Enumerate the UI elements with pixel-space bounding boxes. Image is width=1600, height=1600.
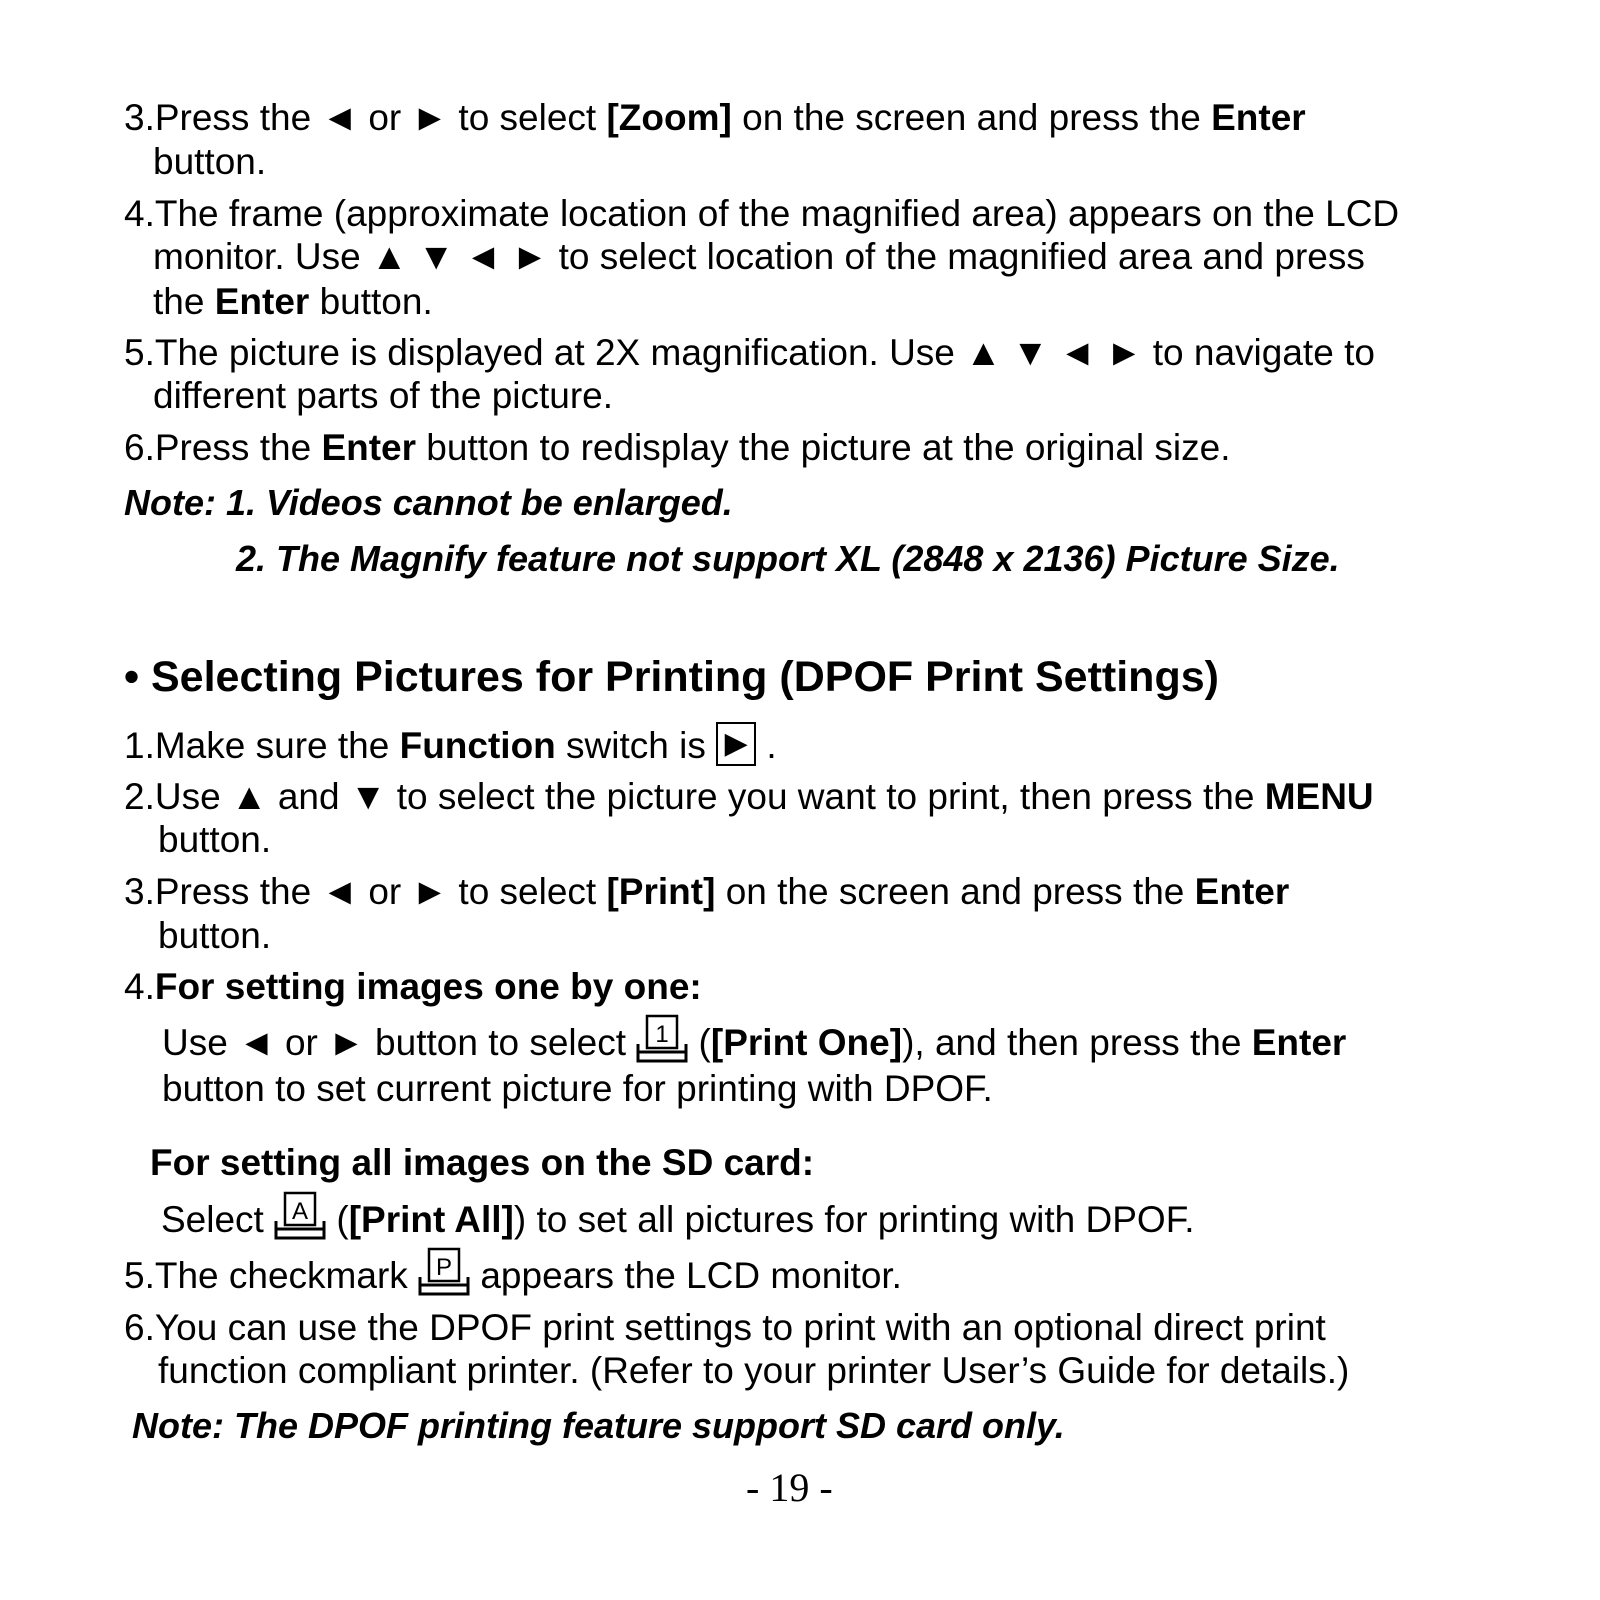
zoom-step-3-cont: button. (153, 141, 267, 182)
step-text: . (756, 725, 777, 766)
zoom-step-4 (124, 192, 1399, 236)
note-dpof-sd-only: Note: The DPOF printing feature support SD card only. (132, 1405, 1065, 1446)
note-magnify-xl: 2. The Magnify feature not support XL (2848 x 2136) Picture Size. (236, 538, 1340, 579)
print-one-label: [Print One] (710, 1021, 903, 1063)
print-step-4 (124, 965, 702, 1009)
note-videos: Note: 1. Videos cannot be enlarged. (124, 482, 733, 523)
step-number: 1. (124, 725, 155, 766)
enter-button-label: Enter (1194, 871, 1290, 912)
step-text: Press the ◄ or ► to select (154, 97, 607, 138)
step-text: Press the ◄ or ► to select (154, 871, 607, 912)
zoom-option-label: [Zoom] (606, 97, 732, 138)
step-number: 3. (124, 97, 155, 138)
step-text: button to redisplay the picture at the original size. (416, 427, 1231, 468)
zoom-step-3 (124, 96, 1306, 140)
step-number: 3. (124, 871, 155, 912)
enter-button-label: Enter (1211, 97, 1306, 138)
step-text: Make sure the (154, 725, 400, 766)
step-number: 5. (124, 1254, 155, 1296)
print-step-6 (124, 1306, 1326, 1350)
step-text: Use ◄ or ► button to select (162, 1021, 637, 1063)
play-icon: ▶ (716, 722, 756, 766)
step-text: Select (161, 1198, 275, 1240)
step-text: The checkmark (154, 1254, 419, 1296)
print-checkmark-icon-label: P (436, 1254, 453, 1281)
step-text: Use ▲ and ▼ to select the picture you want to print, then press the (154, 776, 1265, 817)
step-text: The frame (approximate location of the magnified area) appears on the LCD (154, 193, 1400, 234)
zoom-step-4-line2: monitor. Use ▲ ▼ ◄ ► to select location of the magnified area and press (153, 236, 1365, 277)
step-number: 4. (124, 193, 155, 234)
step-number: 6. (124, 1307, 155, 1348)
print-step-3 (124, 870, 1289, 914)
print-step-2 (124, 775, 1374, 819)
step-text: ( (688, 1021, 711, 1063)
step-text: the (153, 281, 215, 322)
function-switch-label: Function (399, 725, 556, 766)
step-text: on the screen and press the (731, 97, 1212, 138)
print-one-icon-label: 1 (655, 1021, 669, 1048)
menu-button-label: MENU (1264, 776, 1374, 817)
enter-button-label: Enter (321, 427, 417, 468)
step-text: button. (309, 281, 433, 322)
step-text: You can use the DPOF print settings to print with an optional direct print (154, 1307, 1326, 1348)
print-all-label: [Print All] (348, 1198, 514, 1240)
section-heading: • Selecting Pictures for Printing (DPOF Print Settings) (124, 653, 1219, 701)
print-one-line2: button to set current picture for printing with DPOF. (162, 1068, 993, 1109)
print-one-line (162, 1020, 1346, 1070)
all-images-heading: For setting all images on the SD card: (150, 1142, 815, 1183)
print-step-2-cont: button. (158, 819, 272, 860)
step-number: 5. (124, 332, 155, 373)
step-text: ) to set all pictures for printing with DPOF. (513, 1198, 1195, 1240)
print-step-6-line2: function compliant printer. (Refer to your printer User’s Guide for details.) (158, 1350, 1350, 1391)
print-all-icon (274, 1191, 326, 1241)
step-text: on the screen and press the (715, 871, 1195, 912)
print-checkmark-icon (418, 1247, 470, 1297)
zoom-step-5-line2: different parts of the picture. (153, 375, 614, 416)
print-all-icon-label: A (292, 1198, 309, 1225)
print-step-5 (124, 1253, 902, 1303)
print-all-line (161, 1197, 1194, 1247)
print-step-1 (124, 724, 777, 770)
step-number: 6. (124, 427, 155, 468)
page-number: - 19 - (746, 1465, 833, 1510)
step-number: 4. (124, 966, 155, 1007)
enter-button-label: Enter (1251, 1021, 1347, 1063)
zoom-step-5 (124, 331, 1375, 375)
step-number: 2. (124, 776, 155, 817)
step-text: The picture is displayed at 2X magnification. Use ▲ ▼ ◄ ► to navigate to (154, 332, 1375, 373)
print-one-icon (636, 1014, 688, 1064)
zoom-step-4-line3 (153, 280, 433, 324)
step-text: switch is (555, 725, 717, 766)
print-step-3-cont: button. (158, 915, 272, 956)
zoom-step-6 (124, 426, 1231, 470)
enter-button-label: Enter (214, 281, 310, 322)
step-text: ), and then press the (902, 1021, 1252, 1063)
step-text: ( (326, 1198, 349, 1240)
print-option-label: [Print] (606, 871, 716, 912)
step-text: appears the LCD monitor. (470, 1254, 902, 1296)
one-by-one-heading: For setting images one by one: (154, 966, 702, 1007)
step-text: Press the (154, 427, 322, 468)
